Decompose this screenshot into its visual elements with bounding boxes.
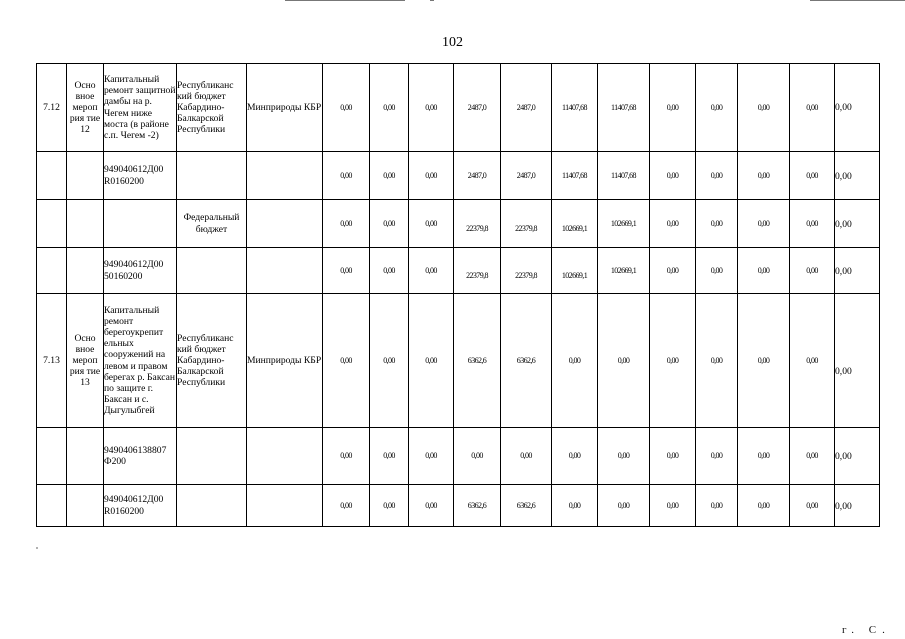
row-type: Осно вное мероп рия тие 12 (67, 64, 104, 152)
row-executor (247, 152, 323, 200)
row-type (67, 428, 104, 485)
value-cell: 102669,1 (598, 200, 650, 248)
value-cell: 0,00 (323, 64, 370, 152)
value-cell: 0,00 (835, 428, 880, 485)
row-budget: Республиканс кий бюджет Кабардино- Балкарской Республики (177, 64, 247, 152)
row-name: Капитальный ремонт защитной дамбы на р. Чегем ниже моста (в районе с.п. Чегем -2) (104, 64, 177, 152)
value-cell: 0,00 (323, 200, 370, 248)
value-cell: 0,00 (552, 485, 598, 527)
value-cell: 0,00 (738, 428, 790, 485)
value-cell: 0,00 (790, 248, 835, 294)
value-cell: 0,00 (552, 428, 598, 485)
value-cell: 102669,1 (552, 200, 598, 248)
value-cell: 0,00 (454, 428, 501, 485)
value-cell: 0,00 (696, 294, 738, 428)
row-budget (177, 428, 247, 485)
value-cell: 0,00 (323, 294, 370, 428)
value-cell: 0,00 (738, 64, 790, 152)
value-cell: 0,00 (790, 200, 835, 248)
value-cell: 0,00 (696, 64, 738, 152)
value-cell: 102669,1 (552, 248, 598, 294)
row-type (67, 248, 104, 294)
row-number (37, 248, 67, 294)
row-budget: Федеральный бюджет (177, 200, 247, 248)
value-cell: 0,00 (598, 294, 650, 428)
value-cell: 2487,0 (501, 64, 552, 152)
row-type (67, 485, 104, 527)
corner-mark: г. С. (842, 624, 891, 636)
value-cell: 0,00 (696, 485, 738, 527)
row-number (37, 152, 67, 200)
table-row (37, 152, 880, 200)
value-cell: 0,00 (370, 248, 409, 294)
table-row (37, 485, 880, 527)
value-cell: 0,00 (409, 485, 454, 527)
value-cell: 0,00 (323, 428, 370, 485)
row-number (37, 428, 67, 485)
value-cell: 2487,0 (454, 152, 501, 200)
value-cell: 0,00 (650, 294, 696, 428)
scan-line (430, 0, 434, 1)
value-cell: 0,00 (650, 152, 696, 200)
row-name: Капитальный ремонт берегоукрепит ельных сооружений на левом и правом берегах р. Баксан по защите г. Баксан и с. Дыгулыбгей (104, 294, 177, 428)
value-cell: 0,00 (696, 428, 738, 485)
value-cell: 0,00 (790, 485, 835, 527)
value-cell: 6362,6 (454, 485, 501, 527)
value-cell: 0,00 (835, 152, 880, 200)
value-cell: 0,00 (552, 294, 598, 428)
value-cell: 0,00 (323, 248, 370, 294)
row-number (37, 200, 67, 248)
value-cell: 0,00 (650, 248, 696, 294)
value-cell: 6362,6 (501, 294, 552, 428)
value-cell: 0,00 (790, 64, 835, 152)
value-cell: 0,00 (835, 294, 880, 428)
value-cell: 0,00 (738, 485, 790, 527)
row-name: 949040612Д00 50160200 (104, 248, 177, 294)
row-budget: Республиканс кий бюджет Кабардино- Балкарской Республики (177, 294, 247, 428)
value-cell: 0,00 (790, 294, 835, 428)
table-row (37, 64, 880, 152)
table-row (37, 200, 880, 248)
value-cell: 0,00 (650, 485, 696, 527)
value-cell: 0,00 (370, 64, 409, 152)
value-cell: 11407,68 (598, 64, 650, 152)
value-cell: 0,00 (696, 200, 738, 248)
value-cell: 0,00 (323, 152, 370, 200)
value-cell: 0,00 (501, 428, 552, 485)
row-executor (247, 428, 323, 485)
row-type (67, 152, 104, 200)
row-budget (177, 248, 247, 294)
row-number (37, 485, 67, 527)
value-cell: 0,00 (650, 200, 696, 248)
value-cell: 0,00 (738, 152, 790, 200)
row-number: 7.12 (37, 64, 67, 152)
row-type (67, 200, 104, 248)
value-cell: 0,00 (409, 200, 454, 248)
value-cell: 0,00 (650, 428, 696, 485)
value-cell: 22379,8 (501, 248, 552, 294)
value-cell: 22379,8 (501, 200, 552, 248)
value-cell: 0,00 (598, 485, 650, 527)
budget-table (36, 63, 880, 527)
value-cell: 0,00 (409, 64, 454, 152)
value-cell: 0,00 (370, 152, 409, 200)
value-cell: 2487,0 (501, 152, 552, 200)
value-cell: 0,00 (409, 294, 454, 428)
value-cell: 0,00 (835, 485, 880, 527)
value-cell: 6362,6 (501, 485, 552, 527)
row-number: 7.13 (37, 294, 67, 428)
page-number: 102 (442, 35, 463, 50)
value-cell: 22379,8 (454, 200, 501, 248)
value-cell: 11407,68 (552, 64, 598, 152)
value-cell: 0,00 (738, 200, 790, 248)
scan-line (285, 0, 405, 1)
value-cell: 102669,1 (598, 248, 650, 294)
table-row (37, 294, 880, 428)
scan-line (810, 0, 905, 1)
row-executor: Минприроды КБР (247, 294, 323, 428)
value-cell: 6362,6 (454, 294, 501, 428)
value-cell: 0,00 (650, 64, 696, 152)
value-cell: 2487,0 (454, 64, 501, 152)
row-executor (247, 485, 323, 527)
row-name: 949040612Д00 R0160200 (104, 152, 177, 200)
scan-speck (36, 547, 38, 549)
value-cell: 0,00 (409, 428, 454, 485)
table-row (37, 428, 880, 485)
value-cell: 0,00 (738, 248, 790, 294)
value-cell: 0,00 (370, 200, 409, 248)
value-cell: 0,00 (370, 294, 409, 428)
value-cell: 0,00 (696, 152, 738, 200)
value-cell: 22379,8 (454, 248, 501, 294)
row-name (104, 200, 177, 248)
value-cell: 0,00 (790, 152, 835, 200)
value-cell: 11407,68 (598, 152, 650, 200)
value-cell: 11407,68 (552, 152, 598, 200)
row-type: Осно вное мероп рия тие 13 (67, 294, 104, 428)
row-executor: Минприроды КБР (247, 64, 323, 152)
value-cell: 0,00 (790, 428, 835, 485)
value-cell: 0,00 (409, 248, 454, 294)
value-cell: 0,00 (370, 428, 409, 485)
row-executor (247, 200, 323, 248)
value-cell: 0,00 (835, 248, 880, 294)
row-name: 949040612Д00 R0160200 (104, 485, 177, 527)
row-executor (247, 248, 323, 294)
value-cell: 0,00 (598, 428, 650, 485)
row-name: 9490406138807 Ф200 (104, 428, 177, 485)
value-cell: 0,00 (370, 485, 409, 527)
row-budget (177, 152, 247, 200)
value-cell: 0,00 (738, 294, 790, 428)
value-cell: 0,00 (323, 485, 370, 527)
row-budget (177, 485, 247, 527)
value-cell: 0,00 (835, 64, 880, 152)
value-cell: 0,00 (835, 200, 880, 248)
table-row (37, 248, 880, 294)
value-cell: 0,00 (696, 248, 738, 294)
value-cell: 0,00 (409, 152, 454, 200)
